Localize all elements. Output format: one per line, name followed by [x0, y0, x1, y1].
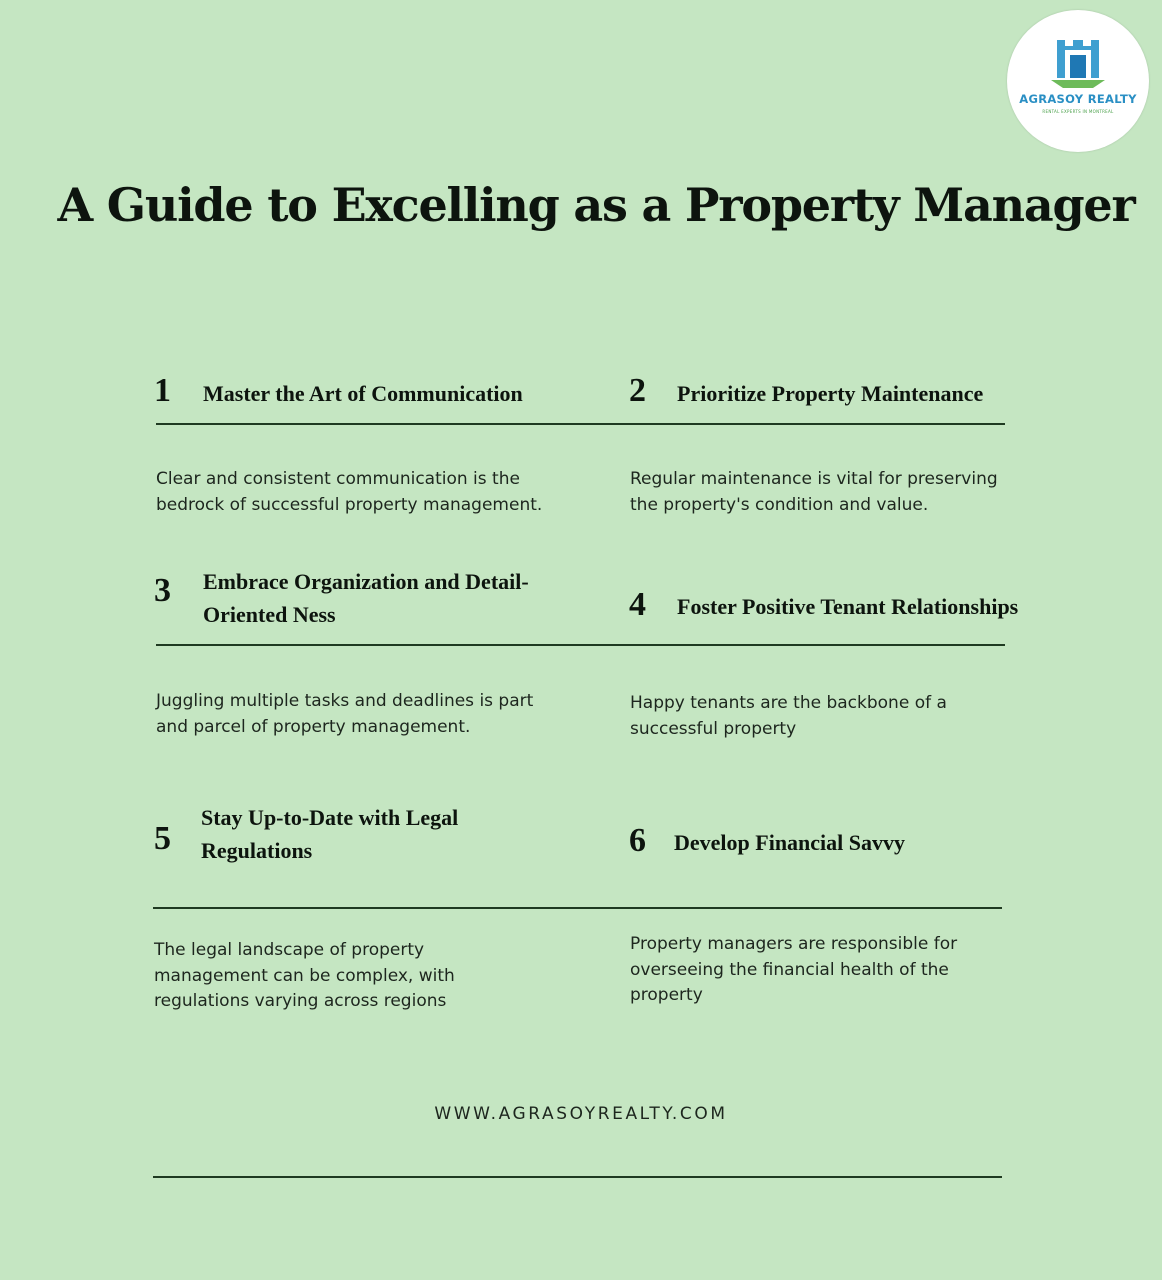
item-heading: Embrace Organization and Detail-Oriented Ness — [203, 569, 529, 627]
item-number: 6 — [629, 822, 646, 859]
item-description: Juggling multiple tasks and deadlines is part and parcel of property management. — [156, 691, 534, 737]
item-description: The legal landscape of property management can be complex, with regulations varying across regions — [154, 940, 455, 1011]
agrasoy-realty-logo — [1007, 10, 1149, 152]
item-heading: Stay Up-to-Date with Legal Regulations — [201, 805, 459, 863]
item-heading: Develop Financial Savvy — [674, 830, 906, 855]
item-number: 4 — [629, 586, 646, 623]
divider-row-1 — [156, 423, 1005, 425]
logo-tagline: RENTAL EXPERTS IN MONTREAL — [1042, 109, 1114, 114]
divider-row-3 — [153, 907, 1002, 909]
footer-divider — [153, 1176, 1002, 1178]
page-title: A Guide to Excelling as a Property Manager — [57, 178, 1135, 232]
building-icon — [1049, 36, 1107, 94]
item-description: Clear and consistent communication is the bedrock of successful property management. — [156, 469, 543, 515]
item-description: Regular maintenance is vital for preserving the property's condition and value. — [630, 469, 998, 515]
item-heading: Foster Positive Tenant Relationships — [677, 594, 1019, 619]
item-heading: Master the Art of Communication — [203, 381, 523, 406]
item-heading: Prioritize Property Maintenance — [677, 381, 984, 406]
website-url: WWW.AGRASOYREALTY.COM — [434, 1104, 728, 1124]
item-number: 1 — [154, 372, 171, 409]
item-description: Happy tenants are the backbone of a successful property — [630, 693, 947, 739]
divider-row-2 — [156, 644, 1005, 646]
item-number: 2 — [629, 372, 646, 409]
item-number: 5 — [154, 820, 171, 857]
item-number: 3 — [154, 572, 171, 609]
item-description: Property managers are responsible for overseeing the financial health of the property — [630, 934, 958, 1005]
logo-brand-name: AGRASOY REALTY — [1019, 92, 1137, 106]
